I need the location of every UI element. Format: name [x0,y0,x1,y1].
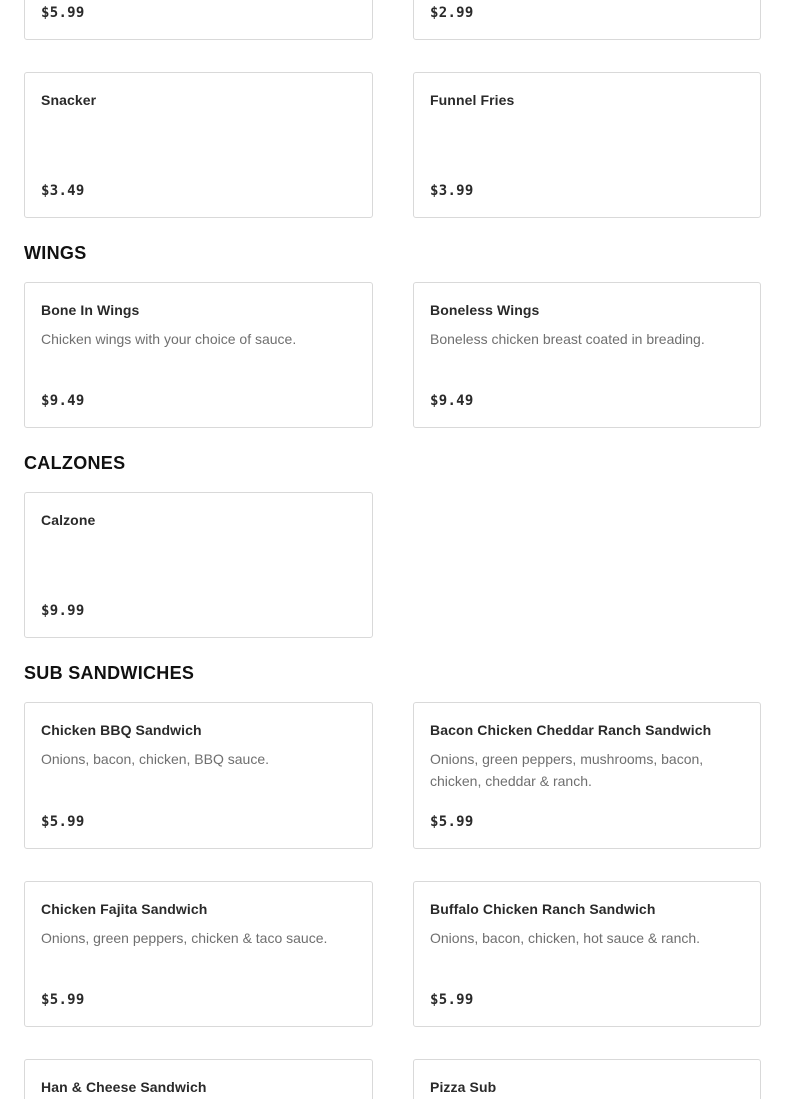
section-title-wings: WINGS [24,243,87,263]
menu-item-price: $5.99 [430,814,474,830]
menu-item-description: Onions, green peppers, mushrooms, bacon, chicken, cheddar & ranch. [430,751,704,789]
menu-item-card[interactable] [24,881,373,1027]
menu-item-price: $3.99 [430,183,474,199]
menu-item-card[interactable] [413,1059,761,1099]
menu-item-name: Boneless Wings [430,302,540,318]
menu-item-name: Han & Cheese Sandwich [41,1079,207,1095]
menu-item-card[interactable] [24,1059,373,1099]
menu-item-price: $5.99 [41,992,85,1008]
menu-item-price: $2.99 [430,5,474,21]
menu-item-name: Bacon Chicken Cheddar Ranch Sandwich [430,722,712,738]
menu-item-price: $5.99 [41,814,85,830]
menu-item-card[interactable] [24,0,373,40]
menu-item-name: Funnel Fries [430,92,515,108]
menu-item-description: Onions, green peppers, chicken & taco sauce. [41,930,328,946]
menu-item-description: Boneless chicken breast coated in breading. [430,331,705,347]
menu-item-price: $5.99 [41,5,85,21]
menu-item-name: Pizza Sub [430,1079,497,1095]
menu-item-card[interactable] [413,702,761,849]
menu-item-description: Onions, bacon, chicken, hot sauce & ranch. [430,930,701,946]
menu-item-description: Onions, bacon, chicken, BBQ sauce. [41,751,270,767]
menu-item-card[interactable] [24,72,373,218]
menu-item-name: Snacker [41,92,97,108]
menu-item-card[interactable] [24,492,373,638]
menu-item-name: Bone In Wings [41,302,140,318]
menu-item-price: $9.49 [430,393,474,409]
menu-item-price: $9.99 [41,603,85,619]
menu-item-price: $3.49 [41,183,85,199]
menu-item-name: Calzone [41,512,96,528]
menu-item-description: Chicken wings with your choice of sauce. [41,331,297,347]
menu-item-price: $9.49 [41,393,85,409]
section-title-calzones: CALZONES [24,453,126,473]
menu-item-card[interactable] [413,282,761,428]
menu-item-card[interactable] [413,72,761,218]
menu-item-name: Buffalo Chicken Ranch Sandwich [430,901,656,917]
menu-item-card[interactable] [24,702,373,849]
menu-item-card[interactable] [413,0,761,40]
menu-item-card[interactable] [413,881,761,1027]
section-title-sub-sandwiches: SUB SANDWICHES [24,663,195,683]
menu-item-card[interactable] [24,282,373,428]
menu-item-name: Chicken Fajita Sandwich [41,901,208,917]
menu-item-name: Chicken BBQ Sandwich [41,722,202,738]
menu-item-price: $5.99 [430,992,474,1008]
